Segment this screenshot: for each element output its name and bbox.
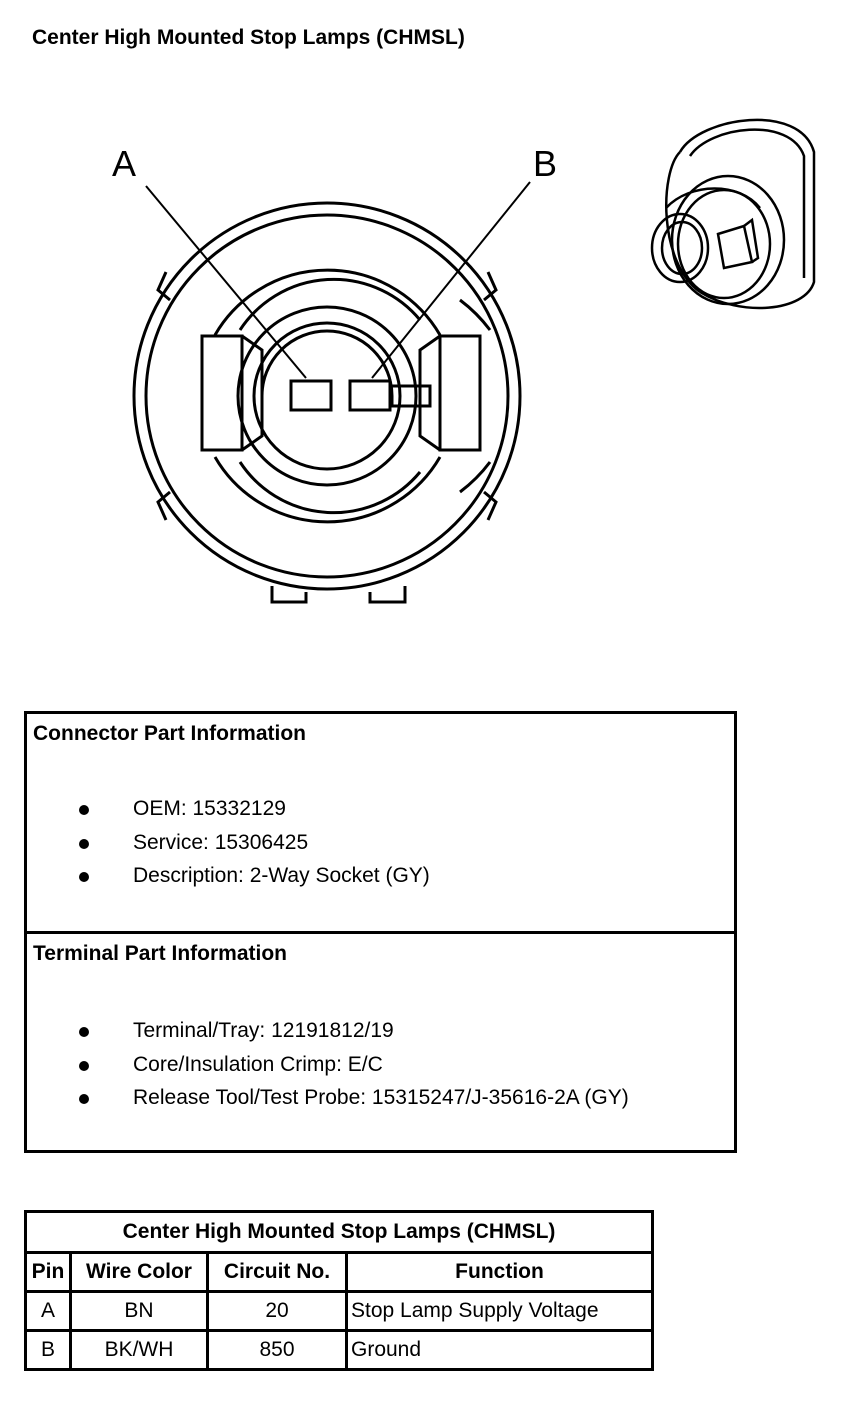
cell-circuit-no: 20 xyxy=(208,1292,347,1331)
cell-pin: B xyxy=(26,1331,71,1370)
connector-face-diagram xyxy=(0,110,640,610)
page-title: Center High Mounted Stop Lamps (CHMSL) xyxy=(32,26,465,49)
pin-label-b: B xyxy=(533,143,558,184)
bullet-icon xyxy=(79,805,89,815)
bullet-icon xyxy=(79,1061,89,1071)
cell-function: Ground xyxy=(347,1331,653,1370)
table-row xyxy=(26,1331,653,1370)
terminal-info-heading: Terminal Part Information xyxy=(33,942,287,965)
bullet-icon xyxy=(79,839,89,849)
pin-table xyxy=(24,1210,654,1371)
table-header-row xyxy=(26,1253,653,1292)
table-title: Center High Mounted Stop Lamps (CHMSL) xyxy=(26,1212,653,1253)
connector-3d-illustration xyxy=(640,112,820,317)
terminal-part-info: Terminal Part Information Terminal/Tray: 12191812/19 Core/Insulation Crimp: E/C Release Tool/Test Probe: 15315247/J-35616-2A (GY) xyxy=(33,942,629,1109)
connector-info-heading: Connector Part Information xyxy=(33,722,307,745)
column-header-pin: Pin xyxy=(26,1253,71,1292)
column-header-wire-color: Wire Color xyxy=(71,1253,208,1292)
cell-pin: A xyxy=(26,1292,71,1331)
bullet-icon xyxy=(79,1027,89,1037)
cell-wire-color: BN xyxy=(71,1292,208,1331)
bullet-icon xyxy=(79,1094,89,1104)
cell-wire-color: BK/WH xyxy=(71,1331,208,1370)
bullet-icon xyxy=(79,872,89,882)
pin-label-a: A xyxy=(112,143,137,184)
table-row xyxy=(26,1292,653,1331)
part-info-box xyxy=(24,711,737,1153)
column-header-function: Function xyxy=(347,1253,653,1292)
column-header-circuit-no: Circuit No. xyxy=(208,1253,347,1292)
cell-circuit-no: 850 xyxy=(208,1331,347,1370)
cell-function: Stop Lamp Supply Voltage xyxy=(347,1292,653,1331)
connector-part-info: Connector Part Information OEM: 15332129 Service: 15306425 Description: 2-Way Socket (GY) xyxy=(27,714,734,934)
